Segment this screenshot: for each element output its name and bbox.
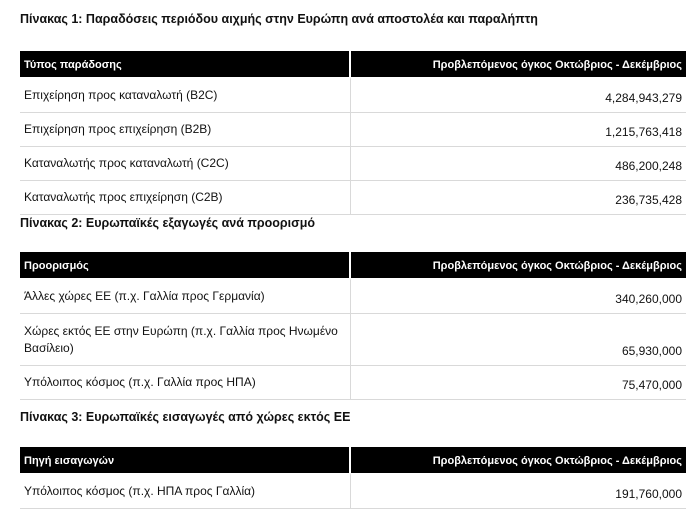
table-2-header-forecast-volume: Προβλεπόμενος όγκος Οκτώβριος - Δεκέμβριος <box>351 252 686 278</box>
table-3-header-forecast-volume: Προβλεπόμενος όγκος Οκτώβριος - Δεκέμβριος <box>351 447 686 473</box>
table-2 <box>20 252 686 400</box>
table-row <box>20 181 686 215</box>
table-1-header-delivery-type: Τύπος παράδοσης <box>20 51 351 77</box>
table-row <box>20 278 686 314</box>
row-label: Επιχείρηση προς καταναλωτή (B2C) <box>20 77 351 113</box>
table-2-caption: Πίνακας 2: Ευρωπαϊκές εξαγωγές ανά προορισμό <box>20 216 315 230</box>
row-label: Χώρες εκτός ΕΕ στην Ευρώπη (π.χ. Γαλλία προς Ηνωμένο Βασίλειο) <box>20 314 351 366</box>
row-label: Επιχείρηση προς επιχείρηση (B2B) <box>20 113 351 147</box>
table-3-header-row <box>20 447 686 473</box>
row-label: Καταναλωτής προς καταναλωτή (C2C) <box>20 147 351 181</box>
row-label: Υπόλοιπος κόσμος (π.χ. Γαλλία προς ΗΠΑ) <box>20 366 351 400</box>
table-3-caption: Πίνακας 3: Ευρωπαϊκές εισαγωγές από χώρες εκτός ΕΕ <box>20 410 351 424</box>
table-1-header-row <box>20 51 686 77</box>
row-value: 75,470,000 <box>351 366 686 400</box>
row-label: Άλλες χώρες ΕΕ (π.χ. Γαλλία προς Γερμανία) <box>20 278 351 314</box>
row-value: 340,260,000 <box>351 278 686 314</box>
table-row <box>20 473 686 509</box>
table-row <box>20 147 686 181</box>
table-row <box>20 314 686 366</box>
row-value: 486,200,248 <box>351 147 686 181</box>
row-value: 4,284,943,279 <box>351 77 686 113</box>
table-3-header-import-source: Πηγή εισαγωγών <box>20 447 351 473</box>
table-row <box>20 366 686 400</box>
table-2-header-destination: Προορισμός <box>20 252 351 278</box>
row-label: Υπόλοιπος κόσμος (π.χ. ΗΠΑ προς Γαλλία) <box>20 473 351 509</box>
table-1 <box>20 51 686 215</box>
table-1-header-forecast-volume: Προβλεπόμενος όγκος Οκτώβριος - Δεκέμβριος <box>351 51 686 77</box>
table-row <box>20 77 686 113</box>
row-label: Καταναλωτής προς επιχείρηση (C2B) <box>20 181 351 215</box>
row-value: 1,215,763,418 <box>351 113 686 147</box>
table-1-caption: Πίνακας 1: Παραδόσεις περιόδου αιχμής στην Ευρώπη ανά αποστολέα και παραλήπτη <box>20 12 538 26</box>
row-value: 65,930,000 <box>351 314 686 366</box>
row-value: 191,760,000 <box>351 473 686 509</box>
row-value: 236,735,428 <box>351 181 686 215</box>
table-2-header-row <box>20 252 686 278</box>
table-3 <box>20 447 686 509</box>
table-row <box>20 113 686 147</box>
